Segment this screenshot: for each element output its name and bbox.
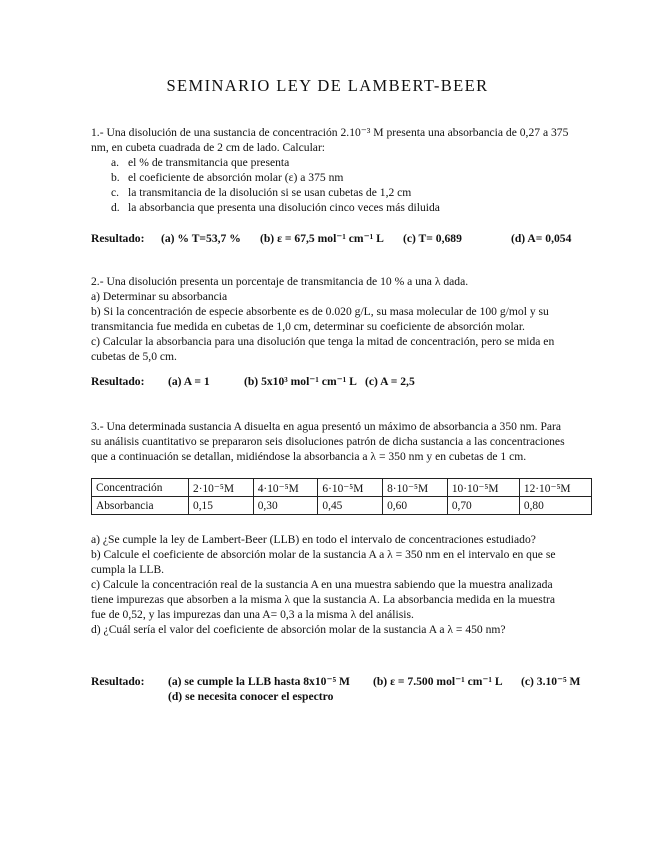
question-line: c) Calcule la concentración real de la sustancia A en una muestra sabiendo que la muestra analizada <box>91 578 553 591</box>
problem-2-line: 2.- Una disolución presenta un porcentaje de transmitancia de 10 % a una λ dada. <box>91 275 469 288</box>
problem-1-results <box>91 231 571 246</box>
table-cell: 12·10⁻⁵M <box>519 479 591 497</box>
table-cell: 0,45 <box>318 497 383 515</box>
result-label: Resultado: <box>91 375 145 388</box>
table-cell: 0,70 <box>447 497 519 515</box>
question-line: fue de 0,52, y las impurezas dan una A= 0,3 a la misma λ del análisis. <box>91 608 414 621</box>
table-row <box>92 479 592 497</box>
result-c: (c) 3.10⁻⁵ M <box>521 675 581 688</box>
problem-2-line: c) Calcular la absorbancia para una disolución que tenga la mitad de concentración, pero se mida en <box>91 335 555 348</box>
table-cell: 8·10⁻⁵M <box>383 479 448 497</box>
problem-2-line: a) Determinar su absorbancia <box>91 290 228 303</box>
list-item-text: el % de transmitancia que presenta <box>128 156 290 169</box>
list-item-text: la absorbancia que presenta una disolución cinco veces más diluida <box>128 201 440 214</box>
list-marker: b. <box>111 171 120 184</box>
list-item <box>91 155 593 170</box>
result-d: (d) A= 0,054 <box>511 232 572 245</box>
table-cell: 0,15 <box>189 497 254 515</box>
problem-3-intro-line: 3.- Una determinada sustancia A disuelta en agua presentó un máximo de absorbancia a 350 nm. Para <box>91 420 562 433</box>
result-c: (c) T= 0,689 <box>403 232 462 245</box>
result-b: (b) ε = 67,5 mol⁻¹ cm⁻¹ L <box>260 232 384 245</box>
problem-2-line: b) Si la concentración de especie absorbente es de 0.020 g/L, su masa molecular de 100 g/mol y su <box>91 305 549 318</box>
result-a: (a) A = 1 <box>168 375 210 388</box>
table-cell: 2·10⁻⁵M <box>189 479 254 497</box>
list-item-text: la transmitancia de la disolución si se usan cubetas de 1,2 cm <box>128 186 412 199</box>
question-line: tiene impurezas que absorben a la misma λ que la sustancia A. La absorbancia medida en la muestra <box>91 593 556 606</box>
result-b: (b) ε = 7.500 mol⁻¹ cm⁻¹ L <box>373 675 503 688</box>
problem-1-intro-line: 1.- Una disolución de una sustancia de concentración 2.10⁻³ M presenta una absorbancia de 0,27 a 375 <box>91 126 569 139</box>
result-a: (a) se cumple la LLB hasta 8x10⁻⁵ M <box>168 675 350 688</box>
question-line: b) Calcule el coeficiente de absorción molar de la sustancia A a λ = 350 nm en el intervalo en que se <box>91 548 556 561</box>
problem-1-intro-line: nm, en cubeta cuadrada de 2 cm de lado. Calcular: <box>91 141 326 154</box>
problem-3-intro <box>91 419 593 464</box>
result-label: Resultado: <box>91 675 145 688</box>
list-item-text: el coeficiente de absorción molar (ε) a 375 nm <box>128 171 344 184</box>
list-item <box>91 170 593 185</box>
problem-3-result-d: (d) se necesita conocer el espectro <box>168 690 334 703</box>
page-title: SEMINARIO LEY DE LAMBERT-BEER <box>166 76 489 95</box>
problem-2 <box>91 274 593 364</box>
table-cell: 4·10⁻⁵M <box>253 479 318 497</box>
problem-2-results <box>91 374 415 389</box>
result-a: (a) % T=53,7 % <box>161 232 241 245</box>
table-cell: 0,80 <box>519 497 591 515</box>
list-item <box>91 200 593 215</box>
list-marker: c. <box>111 186 120 199</box>
problem-2-line: transmitancia fue medida en cubetas de 1,0 cm, determinar su coeficiente de absorción molar. <box>91 320 525 333</box>
problem-1 <box>91 125 593 215</box>
table-cell: Absorbancia <box>92 497 189 515</box>
question-line: a) ¿Se cumple la ley de Lambert-Beer (LLB) en todo el intervalo de concentraciones estudiado? <box>91 533 536 546</box>
result-b: (b) 5x10³ mol⁻¹ cm⁻¹ L <box>244 375 357 388</box>
question-line: cumpla la LLB. <box>91 563 165 576</box>
problem-3-intro-line: su análisis cuantitativo se prepararon seis disoluciones patrón de dicha sustancia a las concentraciones <box>91 435 565 448</box>
calibration-table <box>91 478 592 515</box>
problem-3-questions <box>91 532 593 637</box>
list-marker: d. <box>111 201 120 214</box>
list-item <box>91 185 593 200</box>
result-c: (c) A = 2,5 <box>365 375 415 388</box>
table-cell: Concentración <box>92 479 189 497</box>
problem-2-line: cubetas de 5,0 cm. <box>91 350 177 363</box>
problem-3-intro-line: que a continuación se detallan, midiéndose la absorbancia a λ = 350 nm y en cubetas de 1 cm. <box>91 450 527 463</box>
table-cell: 0,60 <box>383 497 448 515</box>
question-line: d) ¿Cuál sería el valor del coeficiente de absorción molar de la sustancia A a λ = 450 nm? <box>91 623 506 636</box>
table-cell: 6·10⁻⁵M <box>318 479 383 497</box>
problem-3-results <box>91 674 581 689</box>
table-row <box>92 497 592 515</box>
table-cell: 0,30 <box>253 497 318 515</box>
result-label: Resultado: <box>91 232 145 245</box>
list-marker: a. <box>111 156 120 169</box>
table-cell: 10·10⁻⁵M <box>447 479 519 497</box>
